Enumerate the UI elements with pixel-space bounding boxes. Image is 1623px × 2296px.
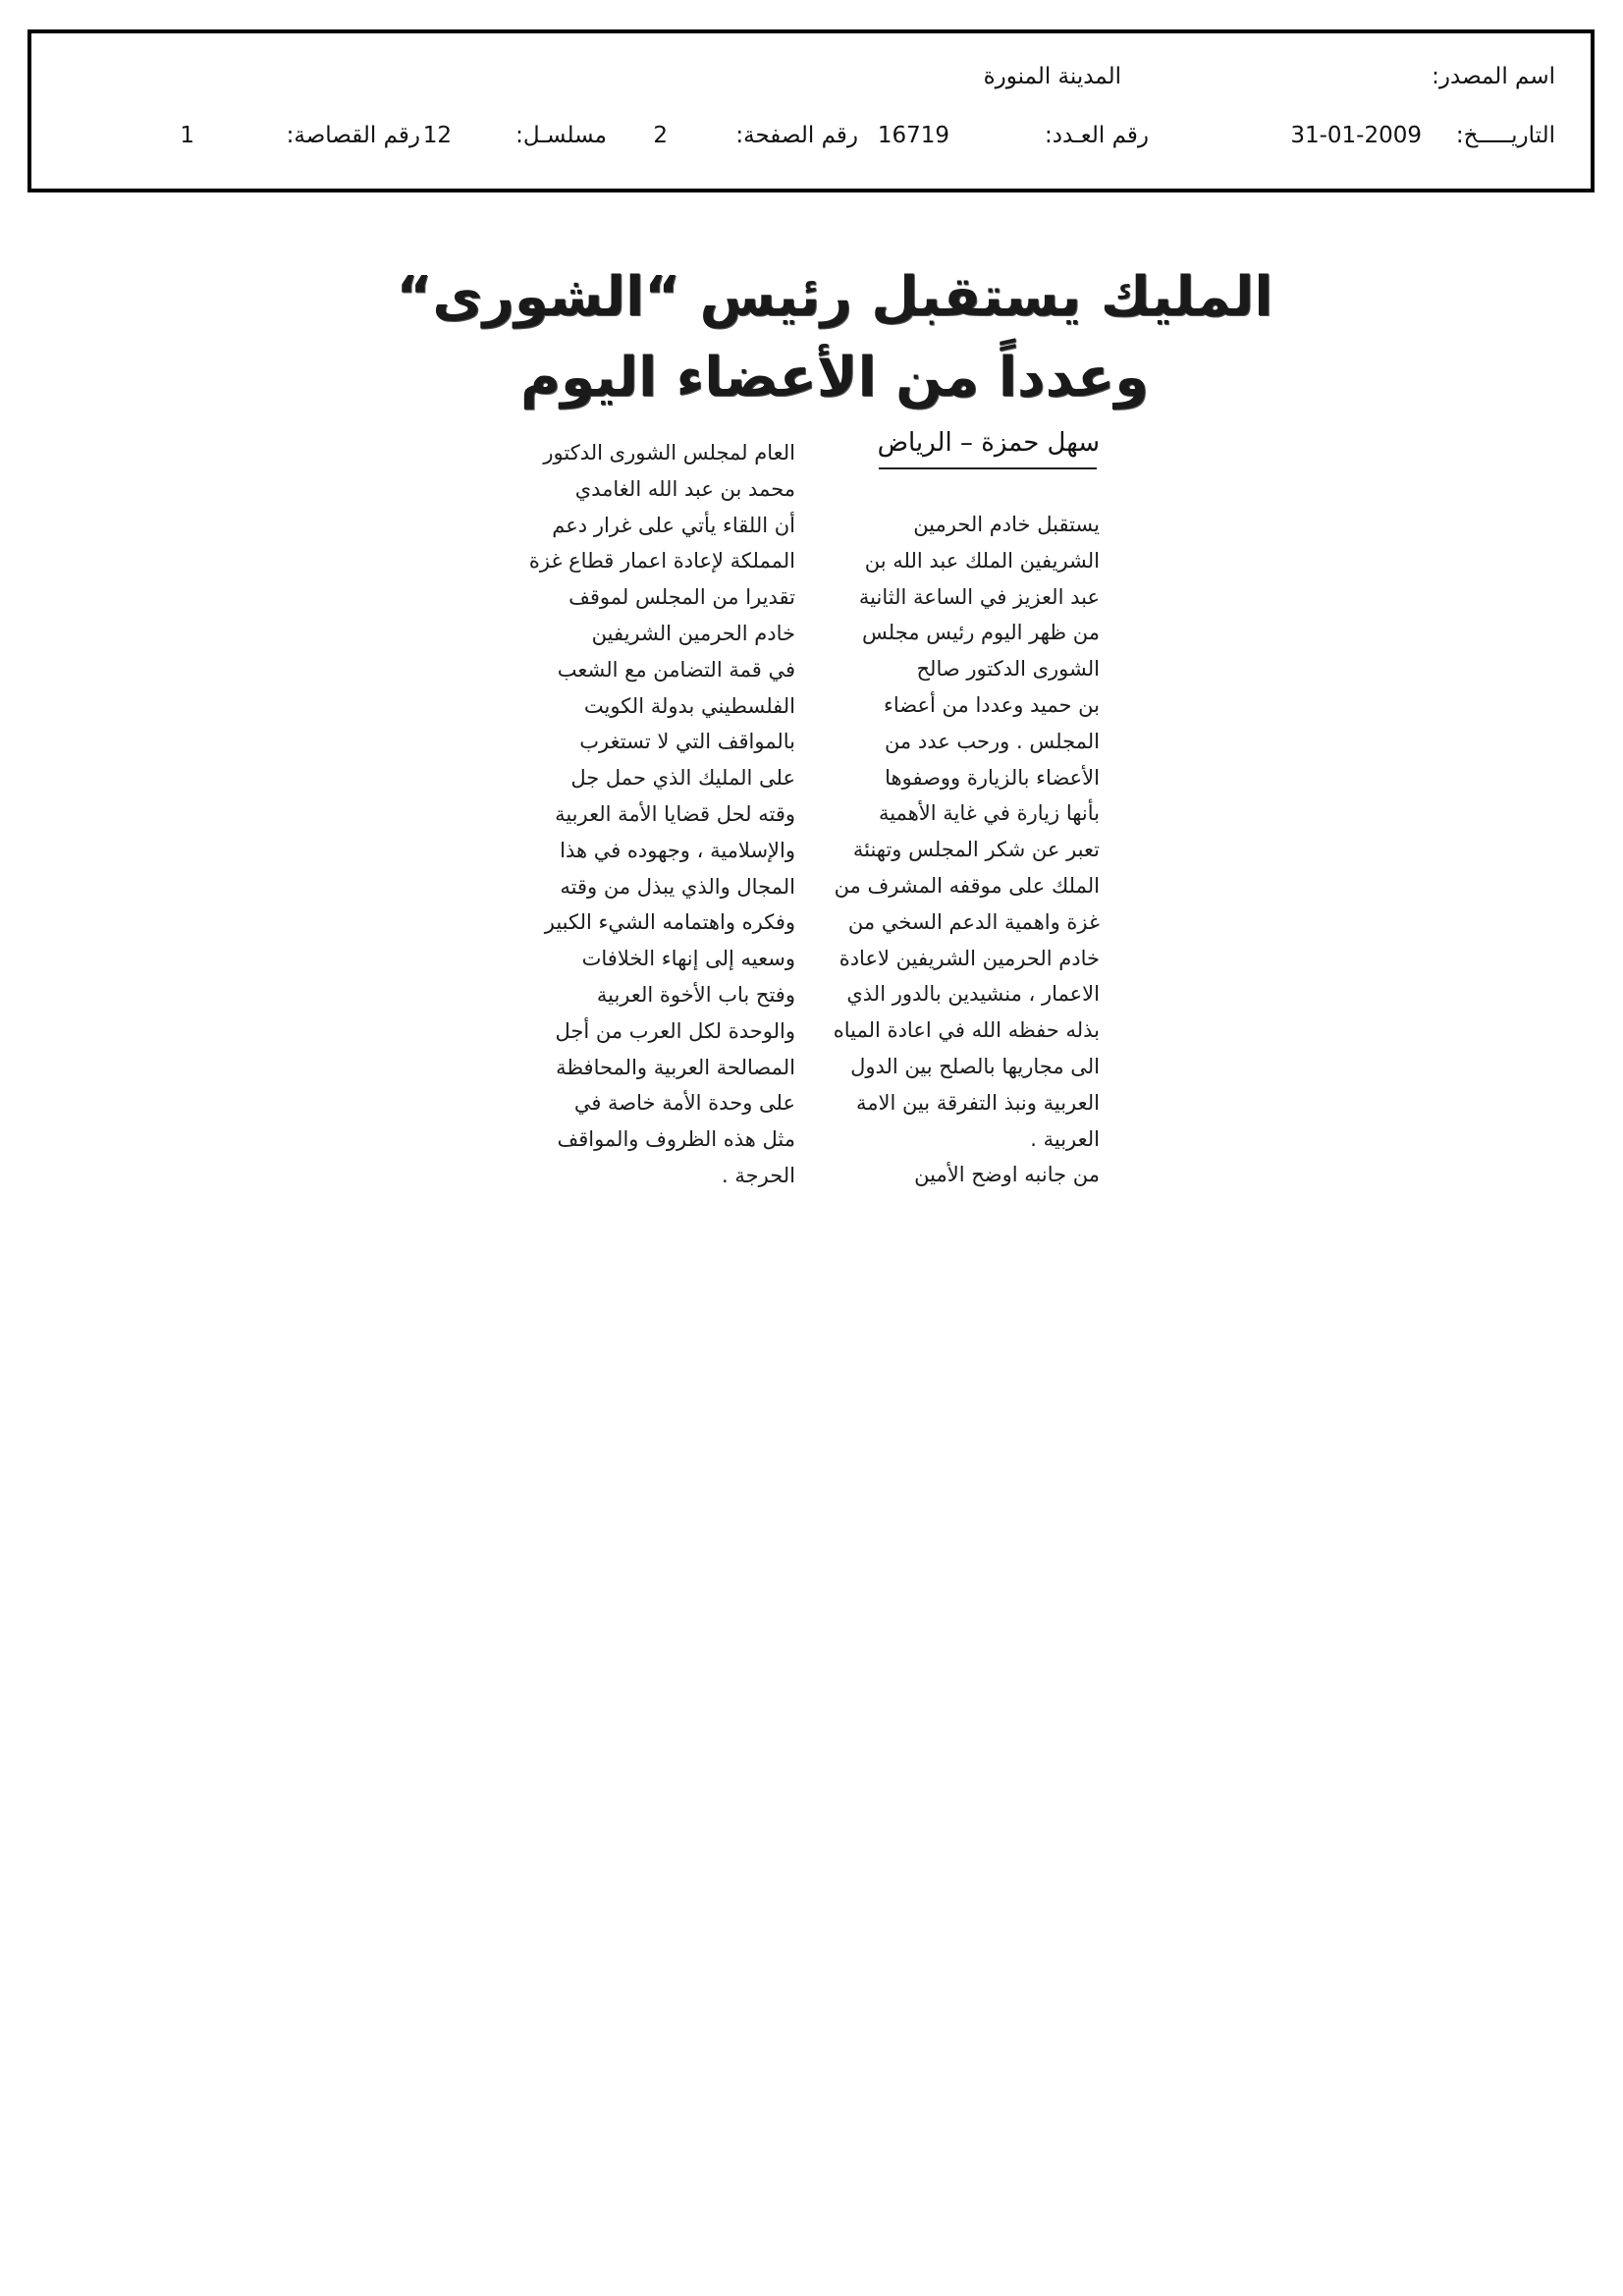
- issue-label: رقم العـدد:: [1044, 123, 1149, 148]
- source-value: المدينة المنورة: [983, 64, 1121, 89]
- text-line: وقته لحل قضايا الأمة العربية: [555, 801, 795, 826]
- text-line: يستقبل خادم الحرمين: [913, 513, 1100, 536]
- text-line: بالمواقف التي لا تستغرب: [579, 730, 795, 754]
- text-line: الحرجة .: [722, 1163, 795, 1187]
- issue-value: 16719: [877, 123, 949, 148]
- byline-underline: [879, 467, 1097, 469]
- text-line: الملك على موقفه المشرف من: [834, 873, 1100, 898]
- text-line: تقديرا من المجلس لموقف: [568, 585, 795, 610]
- date-value: 31-01-2009: [1290, 123, 1422, 148]
- text-line: وسعيه إلى إنهاء الخلافات: [581, 947, 795, 971]
- text-line: على وحدة الأمة خاصة في: [573, 1091, 795, 1116]
- clip-value: 1: [180, 123, 194, 148]
- clip-label: رقم القصاصة:: [286, 123, 420, 148]
- serial-value: 12: [422, 123, 452, 148]
- text-line: الاعمار ، منشيدين بالدور الذي: [846, 982, 1100, 1007]
- text-line: عبد العزيز في الساعة الثانية: [858, 584, 1100, 609]
- text-line: المجلس . ورحب عدد من: [884, 729, 1100, 753]
- text-line: غزة واهمية الدعم السخي من: [847, 909, 1100, 934]
- page-label: رقم الصفحة:: [735, 123, 858, 148]
- article-headline: [393, 257, 1276, 418]
- text-line: محمد بن عبد الله الغامدي: [574, 476, 795, 501]
- page-value: 2: [653, 123, 668, 148]
- text-line: مثل هذه الظروف والمواقف: [557, 1127, 795, 1152]
- text-line: العام لمجلس الشورى الدكتور: [543, 441, 795, 465]
- text-line: الأعضاء بالزيارة ووصفوها: [885, 765, 1100, 790]
- metadata-row-source: [31, 59, 1591, 94]
- text-line: والوحدة لكل العرب من أجل: [555, 1018, 795, 1043]
- text-line: المملكة لإعادة اعمار قطاع غزة: [528, 549, 795, 574]
- text-line: الشريفين الملك عبد الله بن: [864, 548, 1100, 573]
- text-line: وفتح باب الأخوة العربية: [596, 982, 795, 1007]
- article-column-right: [800, 507, 1100, 1193]
- text-line: الى مجاريها بالصلح بين الدول: [850, 1054, 1100, 1078]
- text-line: على المليك الذي حمل جل: [570, 766, 795, 791]
- headline-line-2: وعدداً من الأعضاء اليوم: [519, 346, 1150, 410]
- clipping-metadata-box: [27, 29, 1595, 192]
- text-line: بأنها زيارة في غاية الأهمية: [878, 801, 1100, 826]
- text-line: المجال والذي يبذل من وقته: [560, 874, 795, 899]
- text-line: الفلسطيني بدولة الكويت: [583, 693, 795, 718]
- text-line: بذله حفظه الله في اعادة المياه: [833, 1018, 1100, 1043]
- text-line: المصالحة العربية والمحافظة: [556, 1055, 795, 1079]
- text-line: العربية ونبذ التفرقة بين الامة: [855, 1090, 1100, 1115]
- text-line: وفكره واهتمامه الشيء الكبير: [544, 910, 795, 935]
- text-line: في قمة التضامن مع الشعب: [557, 657, 795, 682]
- text-line: من جانبه اوضح الأمين: [914, 1163, 1100, 1187]
- headline-line-1: المليك يستقبل رئيس “الشورى“: [396, 265, 1273, 329]
- text-line: بن حميد وعددا من أعضاء: [884, 692, 1100, 717]
- metadata-row-details: [31, 118, 1591, 153]
- text-line: خادم الحرمين الشريفين لاعادة: [839, 946, 1100, 970]
- article-byline: سهل حمزة – الرياض: [877, 428, 1100, 458]
- serial-label: مسلسـل:: [515, 123, 607, 148]
- text-line: والإسلامية ، وجهوده في هذا: [560, 838, 795, 862]
- text-line: تعبر عن شكر المجلس وتهنئة: [852, 838, 1100, 862]
- source-label: اسم المصدر:: [1432, 64, 1555, 89]
- text-line: خادم الحرمين الشريفين: [591, 621, 795, 645]
- text-line: الشورى الدكتور صالح: [916, 657, 1100, 682]
- article-column-left: [461, 435, 795, 1194]
- text-line: العربية .: [1030, 1126, 1100, 1151]
- date-label: التاريـــــخ:: [1455, 123, 1555, 148]
- text-line: من ظهر اليوم رئيس مجلس: [862, 621, 1100, 645]
- text-line: أن اللقاء يأتي على غرار دعم: [552, 513, 795, 537]
